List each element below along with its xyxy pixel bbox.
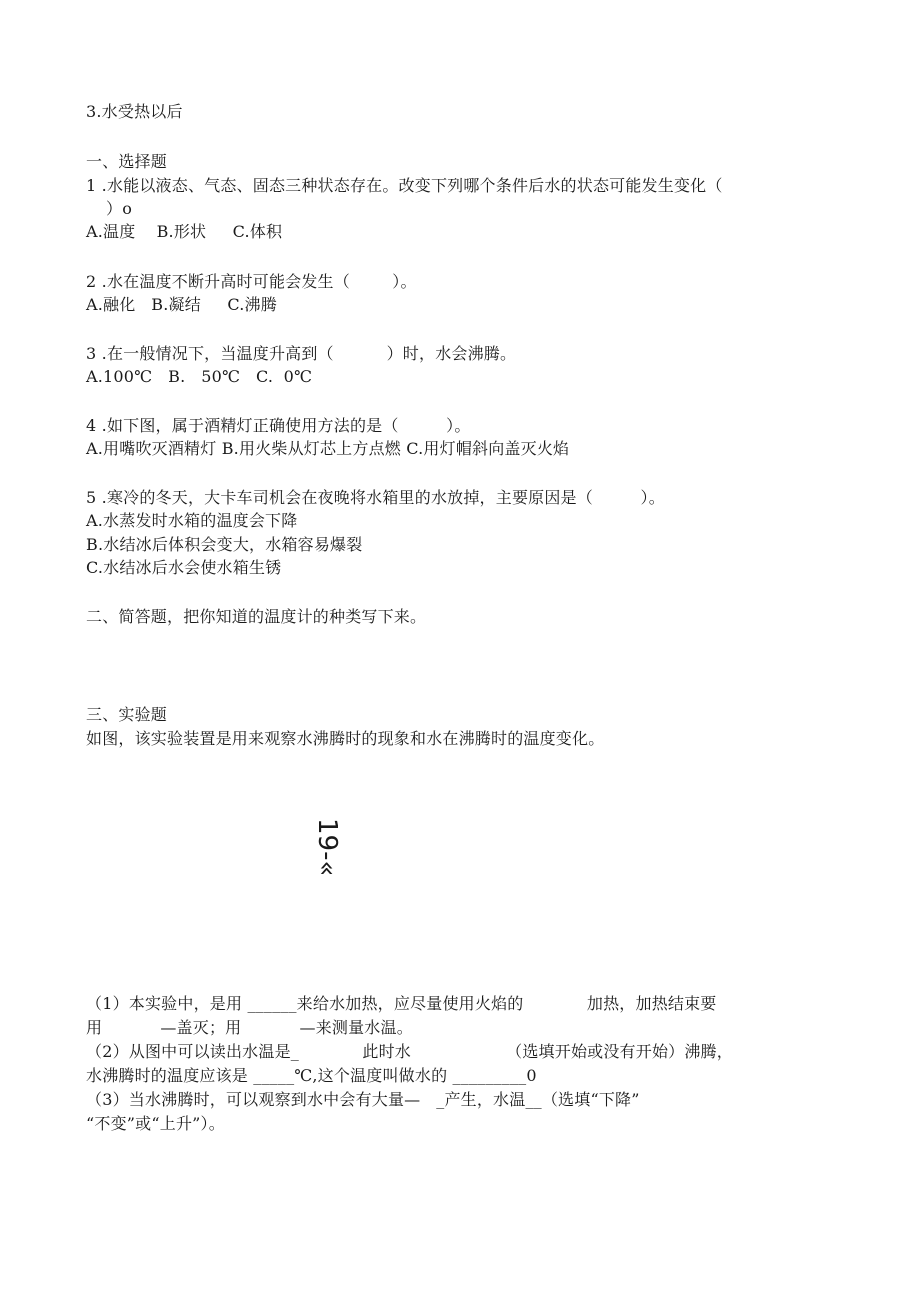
experiment-figure-label: 19-« [312,818,342,877]
experiment-part-1-line-1: （1）本实验中，是用 ______来给水加热，应尽量使用火焰的 加热，加热结束要 [86,994,717,1013]
question-3-stem: 3 .在一般情况下，当温度升高到（ ）时，水会沸腾。 [86,344,517,363]
section-short-answer-heading: 二、简答题，把你知道的温度计的种类写下来。 [86,607,427,626]
question-5-stem: 5 .寒冷的冬天，大卡车司机会在夜晚将水箱里的水放掉，主要原因是（ ）。 [86,488,665,507]
section-experiment-heading: 三、实验题 [86,705,168,724]
question-3-options: A.100℃ B. 50℃ C. 0℃ [86,367,313,386]
question-1-stem: 1 .水能以液态、气态、固态三种状态存在。改变下列哪个条件后水的状态可能发生变化（ [86,176,723,195]
question-5-option-a: A.水蒸发时水箱的温度会下降 [86,511,298,530]
question-5-option-b: B.水结冰后体积会变大，水箱容易爆裂 [86,535,363,554]
page-title: 3.水受热以后 [86,102,183,121]
experiment-part-2-line-2: 水沸腾时的温度应该是 _____℃,这个温度叫做水的 _________0 [86,1066,537,1085]
question-1-stem-end: ）o [106,199,133,218]
section-multiple-choice-heading: 一、选择题 [86,152,168,171]
experiment-intro: 如图，该实验装置是用来观察水沸腾时的现象和水在沸腾时的温度变化。 [86,729,605,748]
experiment-part-3-line-2: “不变”或“上升”）。 [86,1114,225,1133]
experiment-part-2-line-1: （2）从图中可以读出水温是_ 此时水 （选填开始或没有开始）沸腾， [86,1042,733,1061]
experiment-part-1-line-2: 用 —盖灭；用 —来测量水温。 [86,1018,413,1037]
question-2-options: A.融化 B.凝结 C.沸腾 [86,295,277,314]
question-1-options: A.温度 B.形状 C.体积 [86,222,283,241]
question-2-stem: 2 .水在温度不断升高时可能会发生（ ）。 [86,272,417,291]
question-4-options: A.用嘴吹灭酒精灯 B.用火柴从灯芯上方点燃 C.用灯帽斜向盖灭火焰 [86,439,570,458]
experiment-part-3-line-1: （3）当水沸腾时，可以观察到水中会有大量— _产生，水温__（选填“下降” [86,1090,640,1109]
question-5-option-c: C.水结冰后水会使水箱生锈 [86,558,282,577]
question-4-stem: 4 .如下图，属于酒精灯正确使用方法的是（ ）。 [86,416,471,435]
